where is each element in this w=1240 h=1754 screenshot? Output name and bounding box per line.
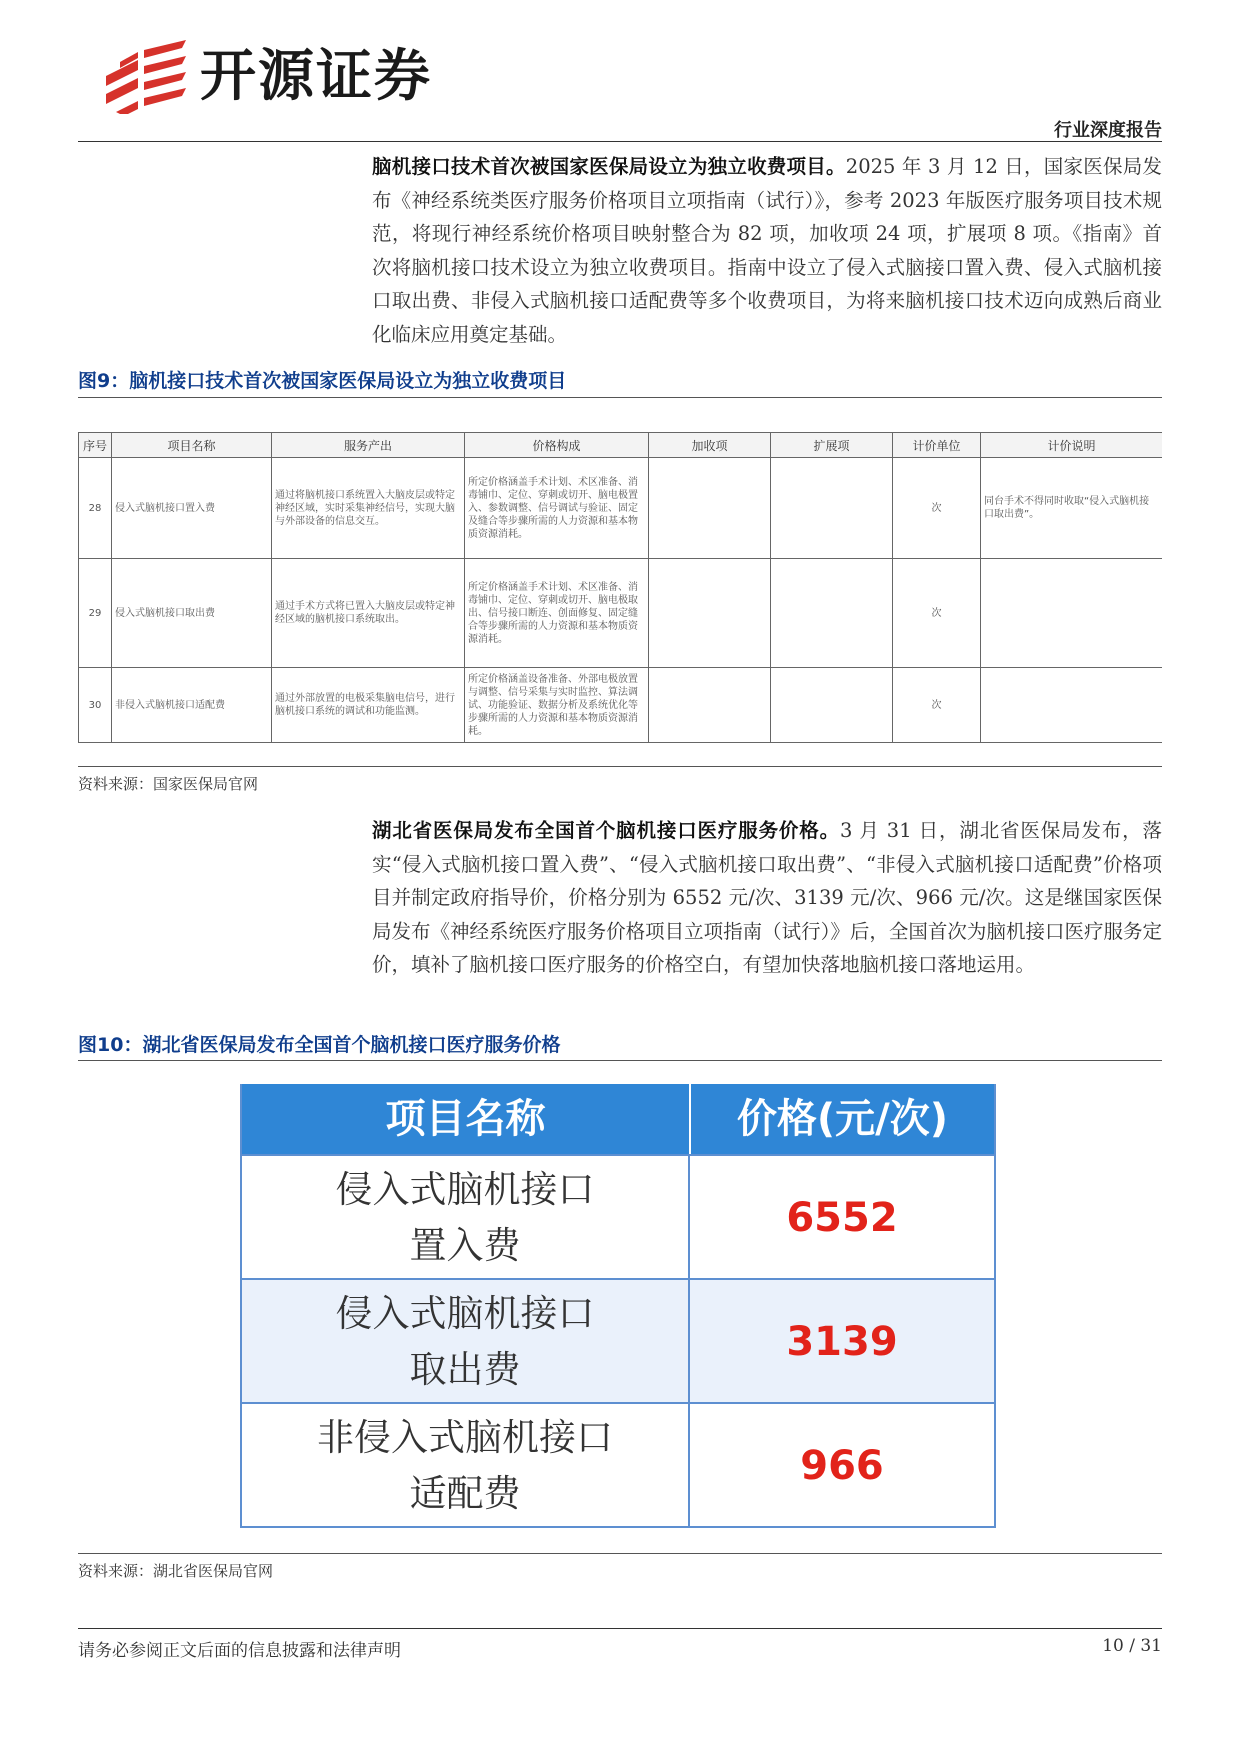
figure-9-source: 资料来源：国家医保局官网 [78,775,259,793]
price-row-name [242,1280,690,1404]
figure-9-table [78,432,1162,744]
price-row-name-line2: 适配费 [409,1472,521,1515]
table-row [79,458,1163,559]
cell-output: 通过外部放置的电极采集脑电信号，进行脑机接口系统的调试和功能监测。 [272,668,465,743]
price-row-name-line2: 置入费 [409,1224,521,1267]
table-row [79,559,1163,668]
footer-disclaimer: 请务必参阅正文后面的信息披露和法律声明 [78,1641,401,1661]
cell-price: 所定价格涵盖手术计划、术区准备、消毒铺巾、定位、穿刺或切开、脑电极置入、参数调整、信号调试与验证、固定及缝合等步骤所需的人力资源和基本物质资源消耗。 [465,458,649,559]
price-row-name-line1: 侵入式脑机接口 [335,1292,595,1335]
figure-9-header-row [79,433,1163,458]
col-header-note: 计价说明 [981,433,1163,458]
footer-divider [78,1628,1162,1629]
figure-9-bottom-rule [78,766,1162,767]
price-row-name [242,1156,690,1280]
col-header-output: 服务产出 [272,433,465,458]
col-header-name: 项目名称 [112,433,272,458]
price-row-name-line1: 非侵入式脑机接口 [317,1416,613,1459]
figure-9-caption: 图9：脑机接口技术首次被国家医保局设立为独立收费项目 [78,370,567,392]
figure-10-top-rule [78,1060,1162,1061]
cell-unit: 次 [893,458,981,559]
cell-no: 29 [79,559,112,668]
price-row-name [242,1404,690,1528]
col-header-unit: 计价单位 [893,433,981,458]
col-header-extra: 加收项 [649,433,771,458]
brand-name: 开源证券 [200,44,432,109]
price-value: 6552 [786,1195,898,1241]
report-type-label: 行业深度报告 [1054,120,1162,141]
table-row [79,668,1163,743]
price-row [242,1402,994,1528]
kaiyuan-logo-icon [102,40,190,114]
price-value: 3139 [786,1319,898,1365]
cell-price: 所定价格涵盖设备准备、外部电极放置与调整、信号采集与实时监控、算法调试、功能验证、数据分析及系统优化等步骤所需的人力资源和基本物质资源消耗。 [465,668,649,743]
price-value: 966 [800,1443,884,1489]
cell-extra [649,559,771,668]
cell-price: 所定价格涵盖手术计划、术区准备、消毒铺巾、定位、穿刺或切开、脑电极取出、信号接口断连、创面修复、固定缝合等步骤所需的人力资源和基本物质资源消耗。 [465,559,649,668]
cell-output: 通过手术方式将已置入大脑皮层或特定神经区域的脑机接口系统取出。 [272,559,465,668]
col-header-ext: 扩展项 [771,433,893,458]
cell-note [981,559,1163,668]
figure-10-source: 资料来源：湖北省医保局官网 [78,1562,274,1580]
price-row-name-line2: 取出费 [409,1348,521,1391]
cell-name: 侵入式脑机接口置入费 [112,458,272,559]
cell-note: 同台手术不得同时收取“侵入式脑机接口取出费”。 [981,458,1163,559]
col-header-price: 价格构成 [465,433,649,458]
figure-10-price-table [240,1084,996,1528]
cell-unit: 次 [893,559,981,668]
paragraph-1-body: 2025 年 3 月 12 日，国家医保局发布《神经系统类医疗服务价格项目立项指南（试行）》，参考 2023 年版医疗服务项目技术规范，将现行神经系统价格项目映射整合为 82 项，加收项 24 项，扩展项 8 项。《指南》首次将脑机接口技术设立为独立收费项目。指南中设立了侵入式脑接口置入费、侵入式脑机接口取出费、非侵入式脑机接口适配费等多个收费项目，为将来脑机接口技术迈向成熟后商业化临床应用奠定基础。 [372,155,1162,346]
paragraph-2-body: 3 月 31 日，湖北省医保局发布，落实“侵入式脑机接口置入费”、“侵入式脑机接口取出费”、“非侵入式脑机接口适配费”价格项目并制定政府指导价，价格分别为 6552 元/次、3139 元/次、966 元/次。这是继国家医保局发布《神经系统医疗服务价格项目立项指南（试行）》后，全国首次为脑机接口医疗服务定价，填补了脑机接口医疗服务的价格空白，有望加快落地脑机接口落地运用。 [372,819,1162,976]
cell-output: 通过将脑机接口系统置入大脑皮层或特定神经区域，实时采集神经信号，实现大脑与外部设备的信息交互。 [272,458,465,559]
cell-note [981,668,1163,743]
page-number: 10 / 31 [1102,1636,1162,1656]
cell-no: 28 [79,458,112,559]
paragraph-1 [372,150,1162,351]
cell-ext [771,559,893,668]
figure-9-top-rule [78,397,1162,398]
cell-unit: 次 [893,668,981,743]
cell-ext [771,668,893,743]
cell-extra [649,458,771,559]
header-divider [78,141,1162,142]
cell-name: 侵入式脑机接口取出费 [112,559,272,668]
price-row-name-line1: 侵入式脑机接口 [335,1168,595,1211]
header-project-name: 项目名称 [242,1084,691,1154]
figure-10-bottom-rule [78,1553,1162,1554]
price-row [242,1278,994,1404]
col-header-no: 序号 [79,433,112,458]
cell-extra [649,668,771,743]
cell-ext [771,458,893,559]
figure-10-caption: 图10：湖北省医保局发布全国首个脑机接口医疗服务价格 [78,1034,561,1056]
price-table-header [242,1084,994,1154]
header-price: 价格(元/次) [736,1096,949,1142]
paragraph-2 [372,814,1162,982]
cell-no: 30 [79,668,112,743]
paragraph-1-lead: 脑机接口技术首次被国家医保局设立为独立收费项目。 [372,155,846,178]
paragraph-2-lead: 湖北省医保局发布全国首个脑机接口医疗服务价格。 [372,819,840,842]
cell-name: 非侵入式脑机接口适配费 [112,668,272,743]
price-row [242,1154,994,1280]
